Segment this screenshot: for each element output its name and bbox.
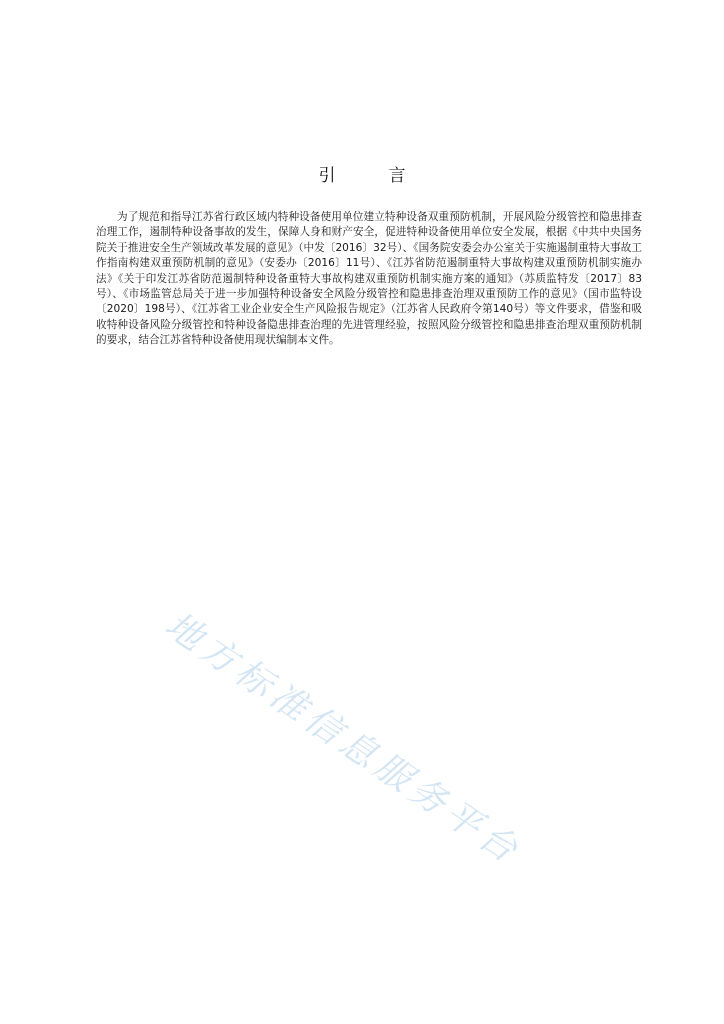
- watermark-text: 地方标准信息服务平台: [157, 604, 529, 874]
- page-title: 引 言: [318, 166, 424, 186]
- introduction-paragraph: 为了规范和指导江苏省行政区域内特种设备使用单位建立特种设备双重预防机制，开展风险分级管控和隐患排查治理工作，遏制特种设备事故的发生，保障人身和财产安全，促进特种设备使用单位安全发展，根据《中共中央国务院关于推进安全生产领域改革发展的意见》（中发〔2016〕32号）、《国务院安委会办公室关于实施遏制重特大事故工作指南构建双重预防机制的意见》（安委办〔2016〕11号）、《江苏省防范遏制重特大事故构建双重预防机制实施办法》《关于印发江苏省防范遏制特种设备重特大事故构建双重预防机制实施方案的通知》（苏质监特发〔2017〕83号）、《市场监管总局关于进一步加强特种设备安全风险分级管控和隐患排查治理双重预防工作的意见》（国市监特设〔2020〕198号）、《江苏省工业企业安全生产风险报告规定》（江苏省人民政府令第140号）等文件要求，借鉴和吸收特种设备风险分级管控和特种设备隐患排查治理的先进管理经验，按照风险分级管控和隐患排查治理双重预防机制的要求，结合江苏省特种设备使用现状编制本文件。: [96, 211, 642, 347]
